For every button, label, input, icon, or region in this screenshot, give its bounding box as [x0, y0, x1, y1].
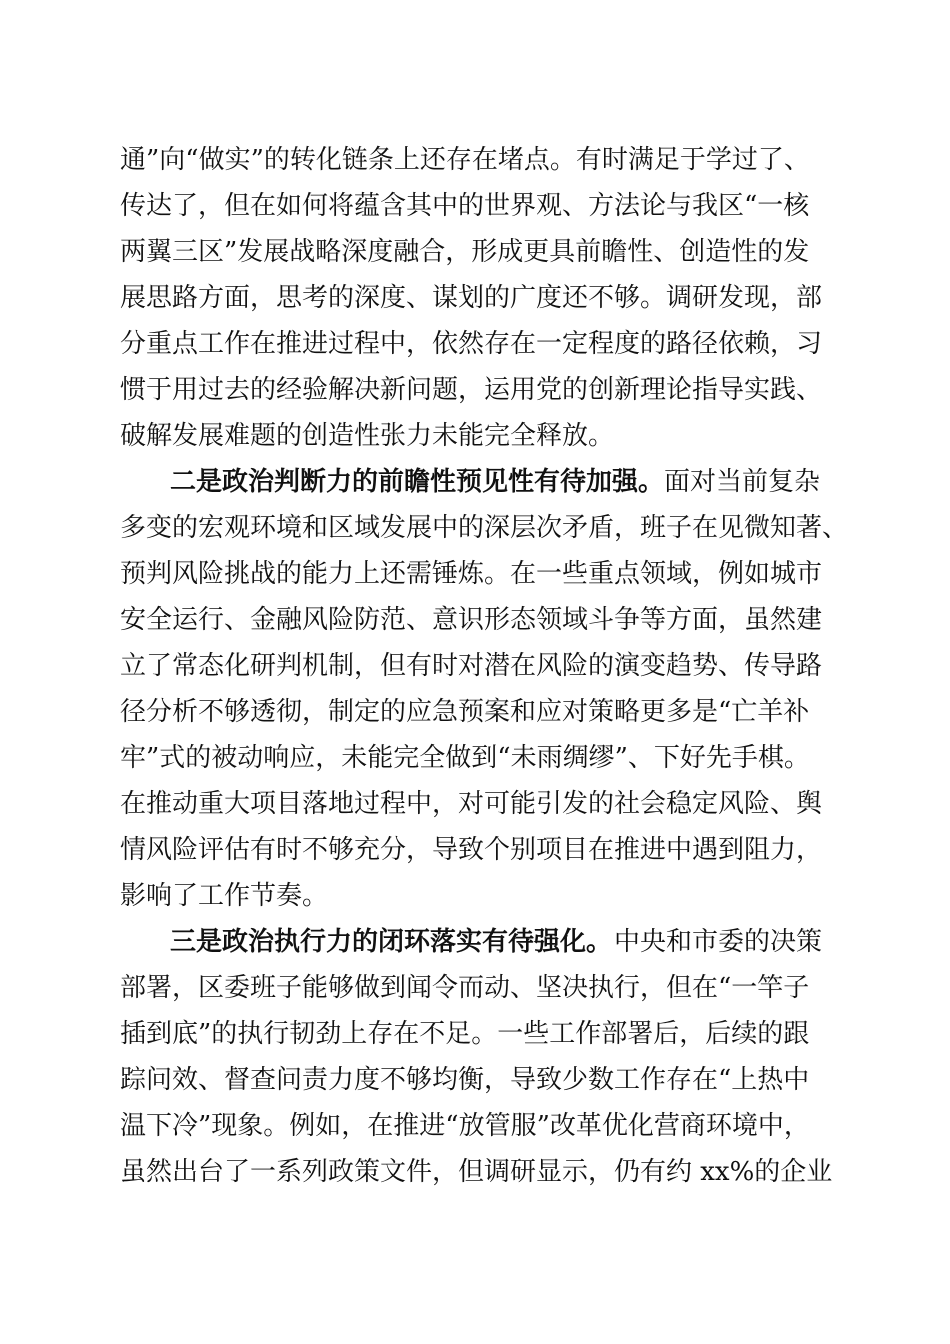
paragraph-3-line-1: [0, 919, 950, 965]
paragraph-2-line-8: [0, 781, 950, 827]
paragraph-1-line-2: [0, 183, 950, 229]
text-line: 踪问效、督查问责力度不够均衡，导致少数工作存在“上热中: [120, 1065, 810, 1095]
paragraph-2-line-1: [0, 459, 950, 505]
text-line: 展思路方面，思考的深度、谋划的广度还不够。调研发现，部: [120, 283, 823, 313]
paragraph-2-line-5: [0, 643, 950, 689]
text-line: 破解发展难题的创造性张力未能完全释放。: [120, 421, 615, 451]
text-line: 温下冷”现象。例如，在推进“放管服”改革优化营商环境中，: [120, 1111, 810, 1141]
paragraph-3-line-2: [0, 965, 950, 1011]
text-line: 插到底”的执行韧劲上存在不足。一些工作部署后，后续的跟: [120, 1019, 810, 1049]
text-line: 部署，区委班子能够做到闻令而动、坚决执行，但在“一竿子: [120, 973, 810, 1003]
paragraph-1-line-3: [0, 229, 950, 275]
text-line: 通”向“做实”的转化链条上还存在堵点。有时满足于学过了、: [120, 145, 810, 175]
paragraph-2-line-2: [0, 505, 950, 551]
paragraph-1-line-5: [0, 321, 950, 367]
text-line: 面对当前复杂: [664, 467, 821, 497]
paragraph-1-line-1: [0, 137, 950, 183]
paragraph-2-line-3: [0, 551, 950, 597]
paragraph-3-line-5: [0, 1103, 950, 1149]
paragraph-1-line-4: [0, 275, 950, 321]
text-line: 分重点工作在推进过程中，依然存在一定程度的路径依赖，习: [120, 329, 823, 359]
text-line: 安全运行、金融风险防范、意识形态领域斗争等方面，虽然建: [120, 605, 823, 635]
text-line: 情风险评估有时不够充分，导致个别项目在推进中遇到阻力，: [120, 835, 823, 865]
text-line: 两翼三区”发展战略深度融合，形成更具前瞻性、创造性的发: [120, 237, 810, 267]
paragraph-2-line-7: [0, 735, 950, 781]
text-line: 径分析不够透彻，制定的应急预案和应对策略更多是“亡羊补: [120, 697, 810, 727]
paragraph-3-line-4: [0, 1057, 950, 1103]
text-line: 影响了工作节奏。: [120, 881, 329, 911]
text-line: 传达了，但在如何将蕴含其中的世界观、方法论与我区“一核: [120, 191, 810, 221]
paragraph-heading: 三是政治执行力的闭环落实有待强化。: [170, 927, 613, 957]
paragraph-heading: 二是政治判断力的前瞻性预见性有待加强。: [170, 467, 665, 497]
paragraph-2-line-6: [0, 689, 950, 735]
paragraph-3-line-6: [0, 1149, 950, 1195]
paragraph-1-line-7: [0, 413, 950, 459]
text-line: 立了常态化研判机制，但有时对潜在风险的演变趋势、传导路: [120, 651, 823, 681]
text-line: 惯于用过去的经验解决新问题，运用党的创新理论指导实践、: [120, 375, 823, 405]
paragraph-2-line-10: [0, 873, 950, 919]
text-line: 多变的宏观环境和区域发展中的深层次矛盾，班子在见微知著、: [120, 513, 849, 543]
text-line: 在推动重大项目落地过程中，对可能引发的社会稳定风险、舆: [120, 789, 823, 819]
paragraph-2-line-9: [0, 827, 950, 873]
paragraph-2-line-4: [0, 597, 950, 643]
text-line: 牢”式的被动响应，未能完全做到“未雨绸缪”、下好先手棋。: [120, 743, 810, 773]
paragraph-3-line-3: [0, 1011, 950, 1057]
paragraph-1-line-6: [0, 367, 950, 413]
text-line: 预判风险挑战的能力上还需锤炼。在一些重点领域，例如城市: [120, 559, 823, 589]
text-line: 中央和市委的决策: [614, 927, 823, 957]
text-line: 虽然出台了一系列政策文件，但调研显示，仍有约 xx%的企业: [120, 1157, 833, 1187]
